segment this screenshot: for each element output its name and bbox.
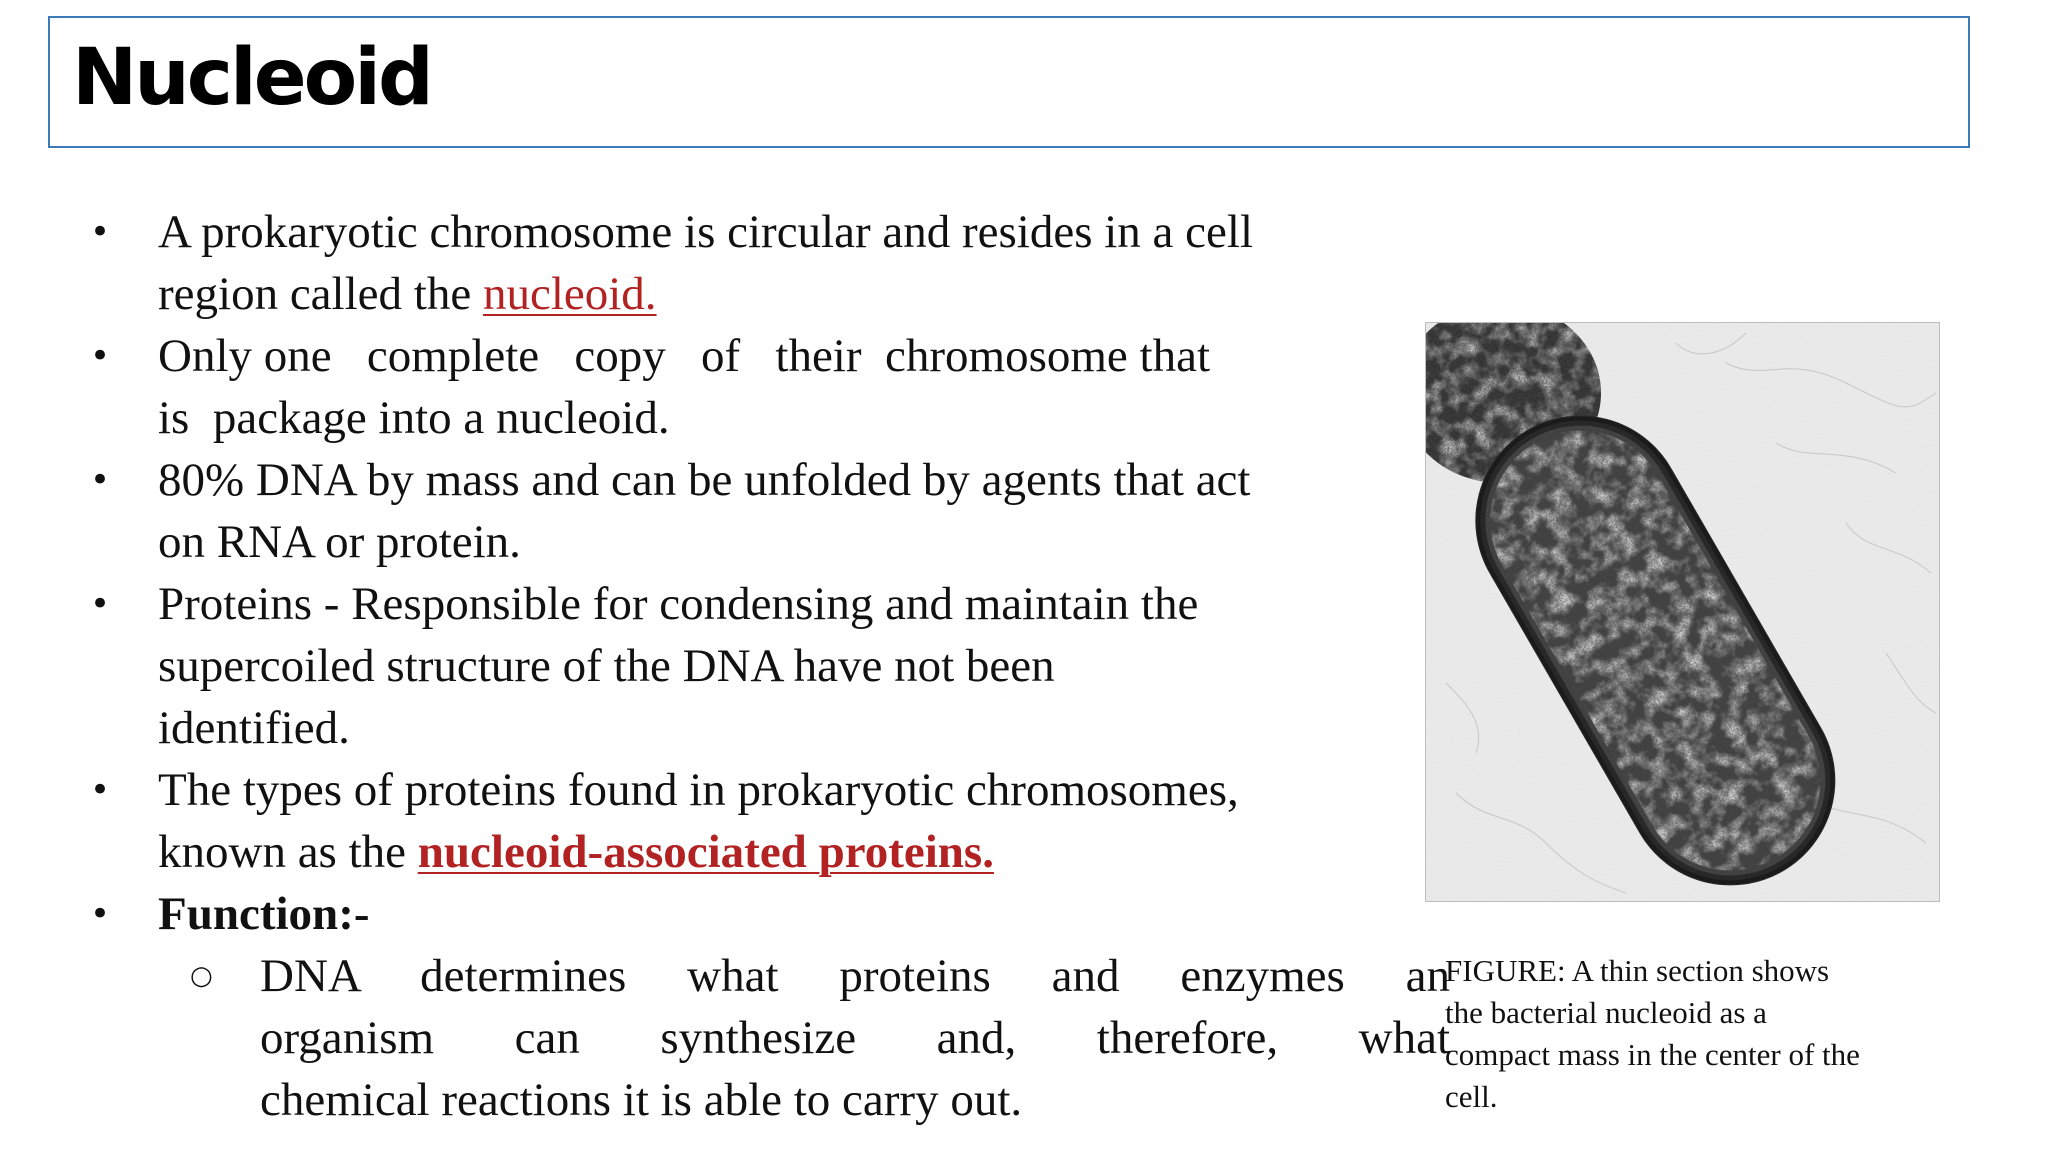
bullet-text: identified. <box>158 702 350 754</box>
bullet-function <box>80 883 1370 945</box>
bullet-line <box>158 759 1370 821</box>
bullet-line <box>158 573 1370 635</box>
bullet-dot-icon: • <box>90 894 111 934</box>
bullet-dot-icon: • <box>90 460 111 500</box>
bullet-text: is package into a nucleoid. <box>158 392 670 444</box>
bullet-chromosome-circular <box>80 201 1370 325</box>
caption-line: the bacterial nucleoid as a <box>1445 995 1767 1030</box>
bullet-dot-icon: • <box>90 336 111 376</box>
bullet-dot-icon: • <box>90 584 111 624</box>
bullet-line <box>158 697 1370 759</box>
bullet-proteins <box>80 573 1370 759</box>
function-sub-item <box>80 945 1480 1131</box>
bullet-text: Only one complete copy of their chromosome that <box>158 330 1211 382</box>
bullet-line <box>158 387 1370 449</box>
bullet-line <box>158 201 1370 263</box>
figure-caption <box>1445 950 1935 1118</box>
caption-line: compact mass in the center of the <box>1445 1037 1860 1072</box>
bullet-text: Proteins - Responsible for condensing and maintain the <box>158 578 1199 630</box>
title-box <box>48 16 1970 148</box>
bullet-text: on RNA or protein. <box>158 516 521 568</box>
bacterial-nucleoid-micrograph <box>1425 322 1940 902</box>
bullet-protein-types <box>80 759 1370 883</box>
bullet-list <box>80 201 1380 945</box>
function-line: organism can synthesize and, therefore, what <box>260 1012 1450 1064</box>
bullet-text: supercoiled structure of the DNA have not been <box>158 640 1055 692</box>
bullet-dna-mass <box>80 449 1370 573</box>
hollow-circle-icon: ○ <box>190 961 213 991</box>
bullet-line <box>158 635 1370 697</box>
function-label: Function:- <box>158 888 370 940</box>
caption-line: cell. <box>1445 1079 1498 1114</box>
nucleoid-associated-proteins-link[interactable]: nucleoid-associated proteins. <box>417 826 994 878</box>
bullet-text: 80% DNA by mass and can be unfolded by agents that act <box>158 454 1251 506</box>
slide-title: Nucleoid <box>72 33 431 123</box>
bullet-line <box>158 821 1370 883</box>
bullet-text: The types of proteins found in prokaryotic chromosomes, <box>158 764 1239 816</box>
function-line: chemical reactions it is able to carry out. <box>260 1074 1023 1126</box>
caption-line: FIGURE: A thin section shows <box>1445 953 1830 988</box>
bullet-dot-icon: • <box>90 770 111 810</box>
bullet-line <box>158 511 1370 573</box>
bullet-line <box>158 325 1370 387</box>
bullet-line <box>158 263 1370 325</box>
bullet-line <box>158 449 1370 511</box>
bullet-text: A prokaryotic chromosome is circular and resides in a cell <box>158 206 1253 258</box>
bullet-dot-icon: • <box>90 212 111 252</box>
nucleoid-link[interactable]: nucleoid. <box>482 268 657 320</box>
bullet-one-copy <box>80 325 1370 449</box>
bullet-text: region called the <box>158 268 483 320</box>
bullet-text: known as the <box>158 826 418 878</box>
function-line: DNA determines what proteins and enzymes an <box>260 950 1450 1002</box>
micrograph-image <box>1426 323 1940 902</box>
